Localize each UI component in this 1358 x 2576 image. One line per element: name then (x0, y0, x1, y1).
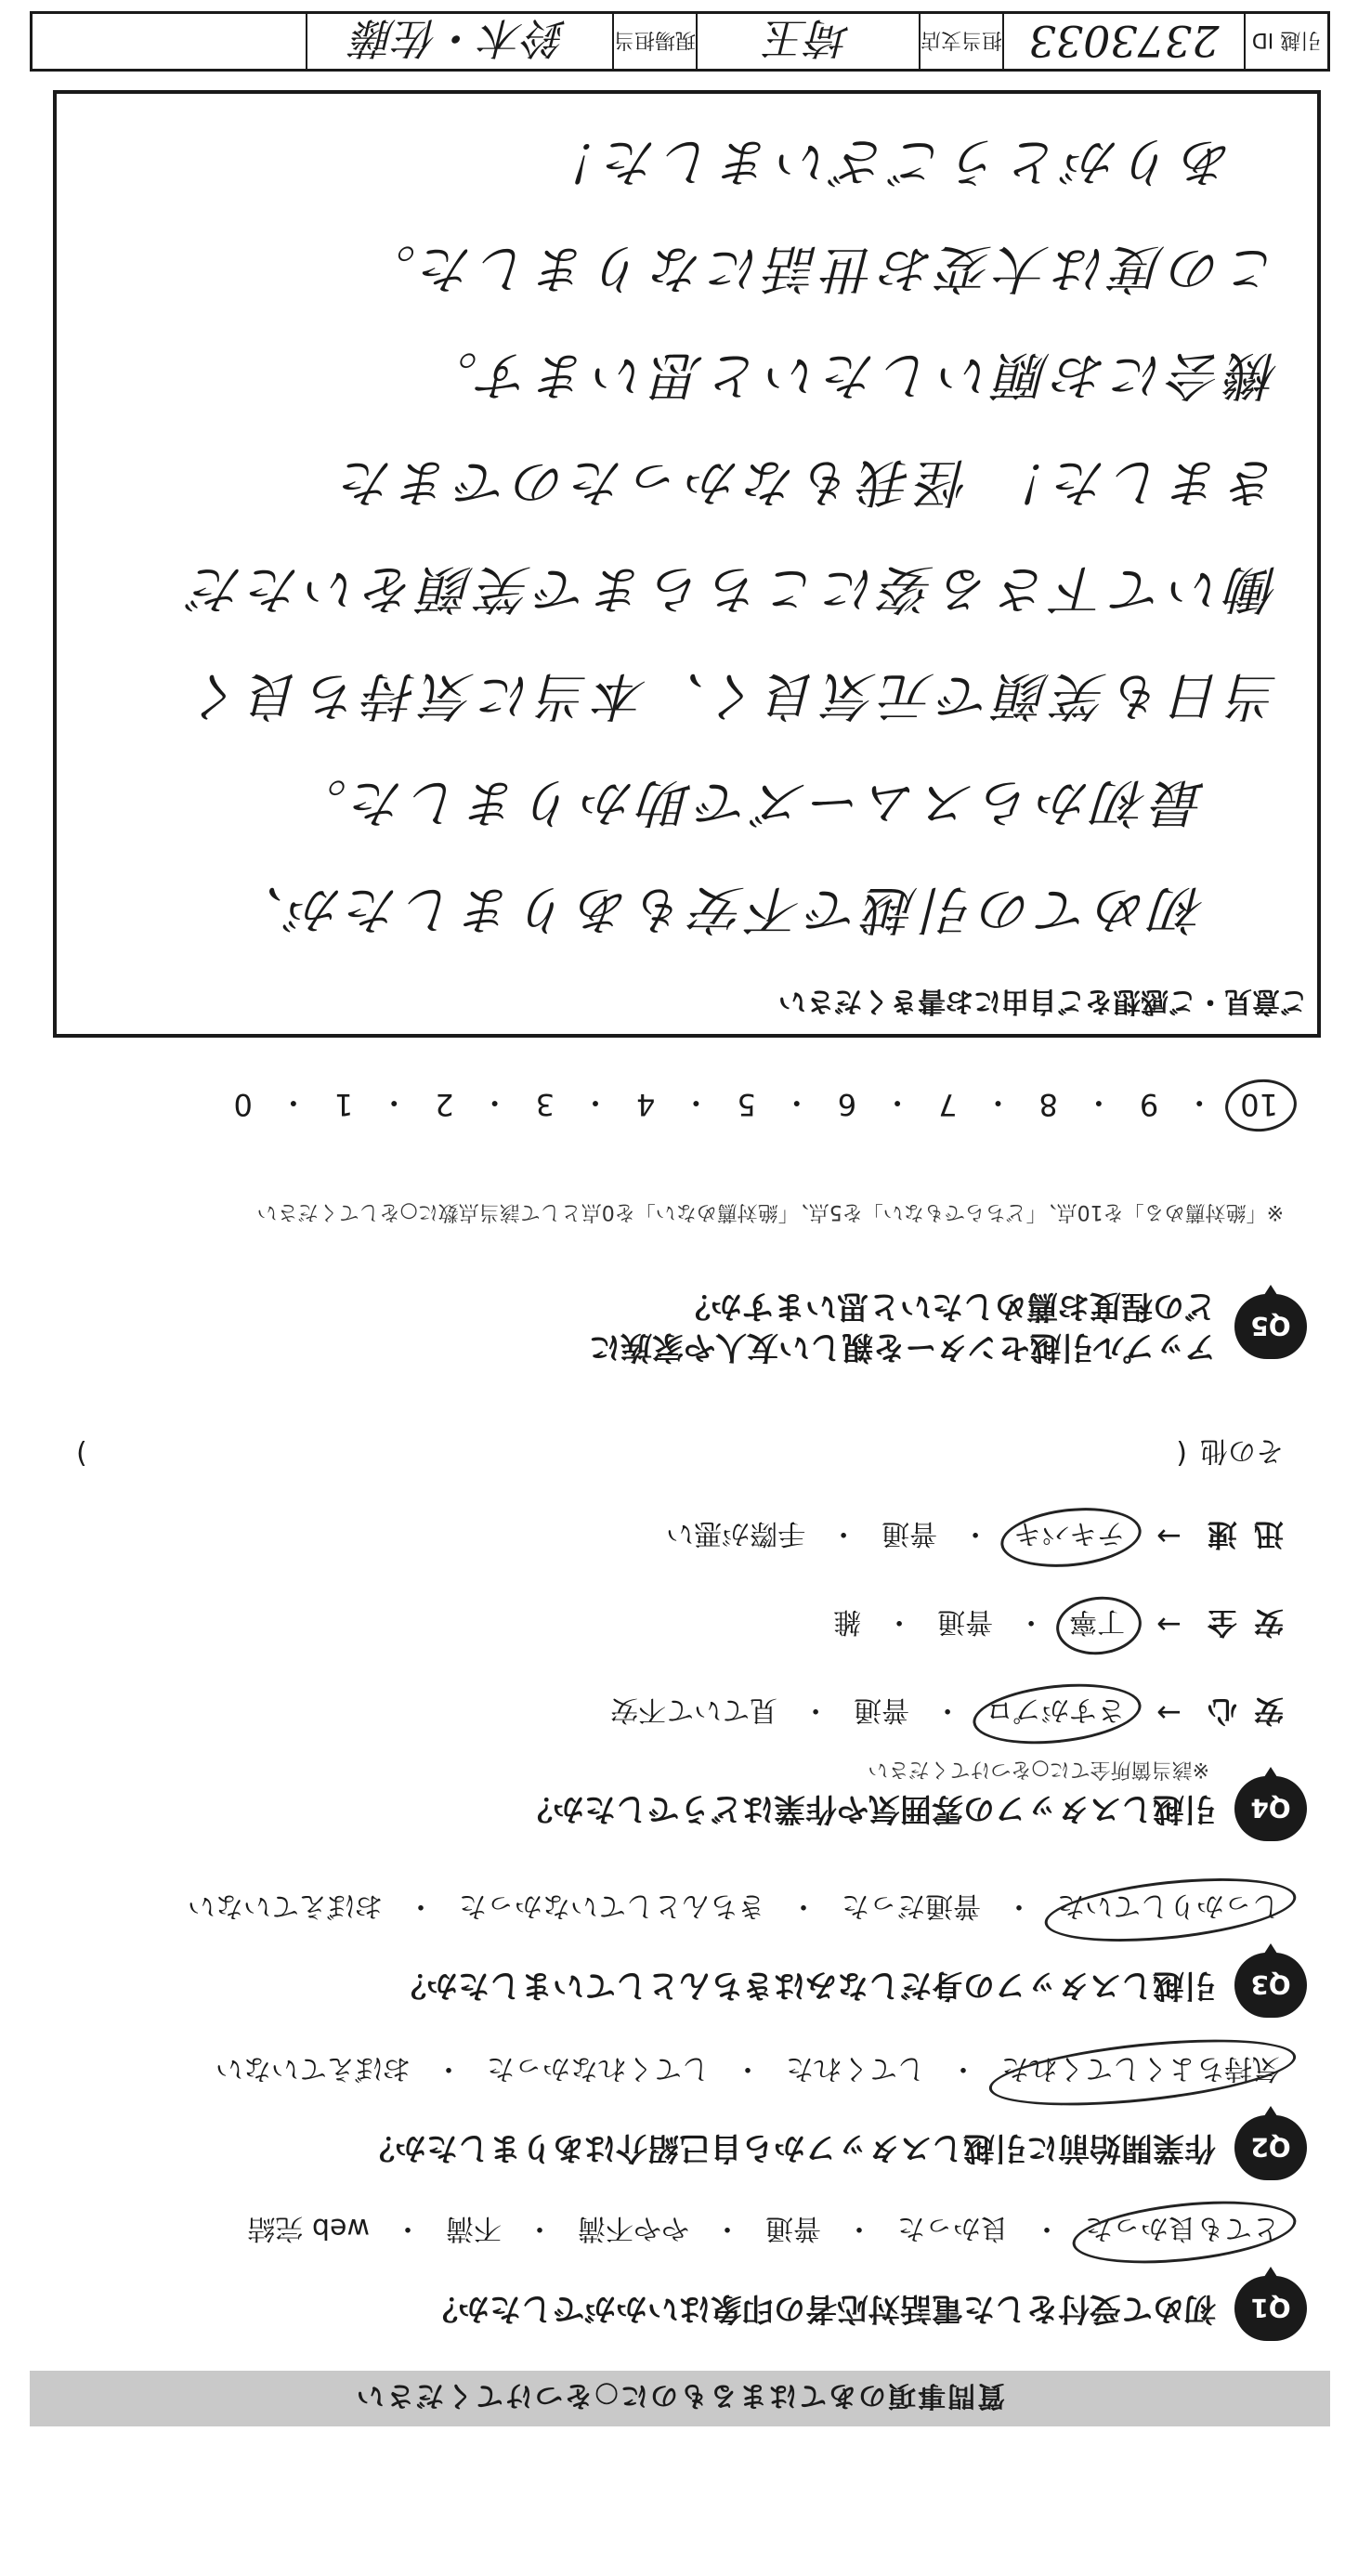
q2-option-selected[interactable]: 気持ちよくしてくれた (998, 2051, 1284, 2092)
q1-option[interactable]: web 完結 (247, 2212, 370, 2244)
handwritten-line: 初めての引越で不安もありましたが、 (227, 879, 1206, 939)
handwritten-line: 当日も笑顔で元気良く、本当に気持ち良く (187, 665, 1280, 726)
row-label: 迅速 (1190, 1517, 1284, 1552)
move-id-value: 2373033 (1002, 14, 1244, 69)
other-label: その他 (1200, 1434, 1284, 1467)
leader-value: 鈴木・佐藤 (306, 14, 612, 69)
q1-option[interactable]: 普通 (765, 2212, 821, 2244)
q1-options: とても良かった ・ 良かった ・ 普通 ・ やや不満 ・ 不満 ・ web 完結 (243, 2211, 1284, 2252)
question-3 (395, 1953, 1307, 2018)
comment-box[interactable] (53, 90, 1321, 1038)
move-id-label: 引越 ID (1244, 14, 1327, 69)
instruction-banner: 質問事項のあてはまるものに○をつけてください (30, 2371, 1330, 2426)
arrow-icon: → (1156, 1519, 1182, 1554)
question-text: アップル引越センターを親しい友人や家族に (589, 1328, 1216, 1366)
handwritten-line: 最初からスムーズで助かりました。 (289, 772, 1206, 832)
row-label: 安全 (1190, 1605, 1284, 1641)
question-1 (426, 2276, 1307, 2341)
scale-option[interactable]: 7 (938, 1087, 958, 1122)
q1-option[interactable]: やや不満 (578, 2212, 689, 2244)
q4-option-selected[interactable]: さすがプロ (982, 1693, 1129, 1733)
scale-option[interactable]: 4 (636, 1087, 656, 1122)
q3-options: しっかりしていた ・ 普通だった ・ きちんとしていなかった ・ おぼえていない (184, 1889, 1284, 1929)
scale-option[interactable]: 8 (1038, 1087, 1058, 1122)
comment-title: ご意見・ご感想をご自由にお書きください (778, 985, 1308, 1017)
q3-option[interactable]: おぼえていない (188, 1890, 383, 1922)
q2-option[interactable]: おぼえていない (215, 2052, 411, 2085)
q1-option-selected[interactable]: とても良かった (1081, 2211, 1284, 2252)
q4-option[interactable]: 普通 (937, 1605, 994, 1638)
q2-option[interactable]: してくれた (786, 2052, 925, 2085)
scale-option[interactable]: 6 (837, 1087, 857, 1122)
question-badge: Q2 (1234, 2115, 1307, 2180)
q3-option[interactable]: 普通だった (842, 1890, 981, 1922)
q4-row-jinsoku: 迅速 → テキパキ ・ 普通 ・ 手際が悪い (662, 1515, 1284, 1558)
question-badge: Q4 (1234, 1776, 1307, 1841)
q4-row-anzen: 安全 → 丁寧 ・ 普通 ・ 雑 (829, 1603, 1284, 1646)
handwritten-line: きました！ 怪我もなかったのでまた (336, 451, 1280, 512)
question-5 (589, 1286, 1307, 1367)
scale-option[interactable]: 0 (233, 1087, 253, 1122)
scale-option[interactable]: 3 (535, 1087, 555, 1122)
q5-note: ※「絶対薦める」を10点、「どちらでもない」を5点、「絶対薦めない」を0点として該当点数に○をしてください (256, 1200, 1284, 1223)
q4-note: ※該当箇所全てに○をつけてください (868, 1758, 1209, 1781)
other-open-paren: ( (1176, 1437, 1187, 1471)
question-text-block (589, 1286, 1234, 1367)
arrow-icon: → (1156, 1607, 1182, 1642)
q4-option[interactable]: 手際が悪い (666, 1517, 806, 1550)
q4-other (76, 1433, 1284, 1474)
scale-option-selected[interactable]: 10 (1234, 1087, 1284, 1122)
q5-scale: 10 ・ 9 ・ 8 ・ 7 ・ 6 ・ 5 ・ 4 ・ 3 ・ 2 ・ 1 ・ 0 (229, 1083, 1284, 1126)
q2-option[interactable]: してくれなかった (487, 2052, 710, 2085)
q4-option-selected[interactable]: 丁寧 (1065, 1604, 1129, 1645)
leader-label: 現場担当 (612, 14, 696, 69)
question-text: 引越しスタッフの雰囲気や作業はどうでしたか？ (521, 1790, 1216, 1827)
q4-row-anshin: 安心 → さすがプロ ・ 普通 ・ 見ていて不安 (607, 1692, 1284, 1734)
q4-option-selected[interactable]: テキパキ (1010, 1516, 1129, 1557)
branch-value: 埼玉 (696, 14, 919, 69)
handwritten-line: 働いて下さる姿にこちらまで笑顔をいただ (186, 558, 1280, 619)
scale-option[interactable]: 9 (1139, 1087, 1159, 1122)
other-close-paren: ) (76, 1437, 87, 1471)
handwritten-line: 機会にお願いしたいと思います。 (420, 345, 1280, 405)
question-text: 引越しスタッフの身だしなみはきちんとしていましたか？ (395, 1967, 1216, 2004)
q1-option[interactable]: 良かった (897, 2212, 1009, 2244)
q4-option[interactable]: 普通 (881, 1517, 938, 1550)
question-text: 初めて受付をした電話対応者の印象はいかがでしたか？ (426, 2290, 1216, 2327)
q2-options: 気持ちよくしてくれた ・ してくれた ・ してくれなかった ・ おぼえていない (212, 2051, 1284, 2092)
question-2 (363, 2115, 1307, 2180)
scale-option[interactable]: 2 (435, 1087, 454, 1122)
branch-label: 担当支店 (919, 14, 1002, 69)
q4-option[interactable]: 普通 (854, 1693, 910, 1726)
q1-option[interactable]: 不満 (446, 2212, 502, 2244)
question-text-line-2: どの程度お薦めしたいと思いますか？ (679, 1288, 1216, 1325)
question-text: 作業開始前に引越しスタッフから自己紹介はありましたか？ (363, 2129, 1216, 2166)
id-table (30, 11, 1330, 72)
handwritten-line: ありがとうございました！ (542, 131, 1234, 191)
scale-option[interactable]: 5 (737, 1087, 756, 1122)
handwritten-line: この度は大変お世話になりました。 (359, 238, 1280, 298)
question-badge: Q1 (1234, 2276, 1307, 2341)
question-4 (521, 1776, 1307, 1841)
q3-option-selected[interactable]: しっかりしていた (1053, 1889, 1284, 1929)
q4-option[interactable]: 見ていて不安 (610, 1693, 778, 1726)
arrow-icon: → (1156, 1695, 1182, 1731)
blank-cell (33, 14, 306, 69)
q4-option[interactable]: 雑 (833, 1605, 862, 1638)
row-label: 安心 (1190, 1693, 1284, 1729)
question-badge: Q3 (1234, 1953, 1307, 2018)
scale-option[interactable]: 1 (333, 1087, 354, 1122)
q3-option[interactable]: きちんとしていなかった (459, 1890, 765, 1922)
question-badge: Q5 (1234, 1294, 1307, 1359)
